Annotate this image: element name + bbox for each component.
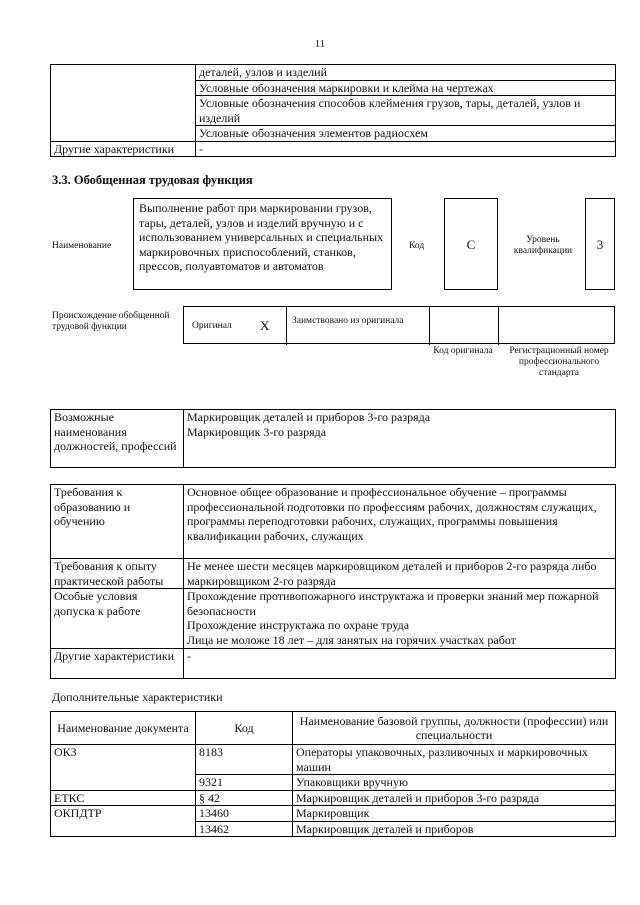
origin-label: Происхождение обобщенной трудовой функции bbox=[52, 311, 170, 332]
original-label: Оригинал bbox=[192, 321, 232, 331]
header-code: Код bbox=[196, 712, 293, 745]
origin-box bbox=[183, 306, 615, 344]
gtf-name-box: Выполнение работ при маркировании грузов, тары, деталей, узлов и изделий вручную и с использованием универсальных и специальных маркировочных приспособлений, станков, прессов, полуавтоматов и автоматов bbox=[133, 198, 392, 290]
table-cell: Условные обозначения элементов радиосхем bbox=[196, 126, 616, 142]
table-cell: Условные обозначения маркировки и клейма на чертежах bbox=[196, 80, 616, 96]
code-label: Код bbox=[409, 241, 425, 251]
table-cell: Упаковщики вручную bbox=[293, 775, 616, 791]
code-caption: Код оригинала bbox=[433, 346, 493, 356]
req-value: Основное общее образование и профессиональное обучение – программы профессиональной подготовки по профессиям рабочих, должностям служащих, программы переподготовки рабочих, служащих, программы повышения квалификации рабочих, служащих bbox=[184, 485, 616, 559]
req-value: Лица не моложе 18 лет – для занятых на горячих участках работ bbox=[187, 632, 516, 647]
table-cell: Операторы упаковочных, разливочных и маркировочных машин bbox=[293, 745, 616, 775]
section-title: 3.3. Обобщенная трудовая функция bbox=[52, 173, 253, 187]
table-cell: 9321 bbox=[196, 775, 293, 791]
header-doc: Наименование документа bbox=[51, 712, 196, 745]
req-label: Требования к образованию и обучению bbox=[51, 485, 184, 559]
page-number: 11 bbox=[314, 38, 326, 50]
other-value: - bbox=[196, 141, 616, 157]
table-cell: Маркировщик деталей и приборов bbox=[293, 821, 616, 837]
level-value: 3 bbox=[585, 198, 615, 290]
table-cell: ОКПДТР bbox=[51, 806, 196, 837]
header-name: Наименование базовой группы, должности (профессии) или специальности bbox=[293, 712, 616, 745]
table-cell: ОКЗ bbox=[51, 745, 196, 791]
req-value: Прохождение противопожарного инструктажа и проверки знаний мер пожарной безопасности bbox=[187, 589, 599, 618]
table-cell: ЕТКС bbox=[51, 790, 196, 806]
table-cell: 13462 bbox=[196, 821, 293, 837]
level-label: Уровень квалификации bbox=[513, 235, 573, 256]
table-cell: 13460 bbox=[196, 806, 293, 822]
code-value: C bbox=[444, 198, 498, 290]
table-cell: § 42 bbox=[196, 790, 293, 806]
top-characteristics-table bbox=[50, 64, 616, 157]
req-label: Особые условия допуска к работе bbox=[51, 589, 184, 649]
position-item: Маркировщик 3-го разряда bbox=[187, 424, 327, 439]
req-value: Не менее шести месяцев маркировщиком деталей и приборов 2-го разряда либо маркировщиком 2-го разряда bbox=[184, 559, 616, 589]
table-cell: Маркировщик bbox=[293, 806, 616, 822]
reg-caption: Регистрационный номер профессионального стандарта bbox=[509, 346, 609, 378]
original-mark: X bbox=[260, 318, 270, 333]
additional-title: Дополнительные характеристики bbox=[52, 690, 223, 704]
additional-table bbox=[50, 711, 616, 837]
table-cell: Маркировщик деталей и приборов 3-го разряда bbox=[293, 790, 616, 806]
req-value: - bbox=[184, 649, 616, 679]
positions-table bbox=[50, 409, 616, 468]
req-value: Прохождение инструктажа по охране труда bbox=[187, 618, 410, 632]
table-cell: деталей, узлов и изделий bbox=[196, 65, 616, 81]
req-label: Требования к опыту практической работы bbox=[51, 559, 184, 589]
table-cell: Условные обозначения способов клеймения грузов, тары, деталей, узлов и изделий bbox=[196, 96, 616, 126]
position-item: Маркировщик деталей и приборов 3-го разряда bbox=[187, 410, 431, 424]
table-cell: 8183 bbox=[196, 745, 293, 775]
borrowed-label: Заимствовано из оригинала bbox=[292, 316, 404, 326]
positions-label: Возможные наименования должностей, профессий bbox=[51, 410, 184, 468]
other-label: Другие характеристики bbox=[51, 141, 196, 157]
req-label: Другие характеристики bbox=[51, 649, 184, 679]
name-label: Наименование bbox=[52, 241, 112, 251]
requirements-table bbox=[50, 484, 616, 679]
